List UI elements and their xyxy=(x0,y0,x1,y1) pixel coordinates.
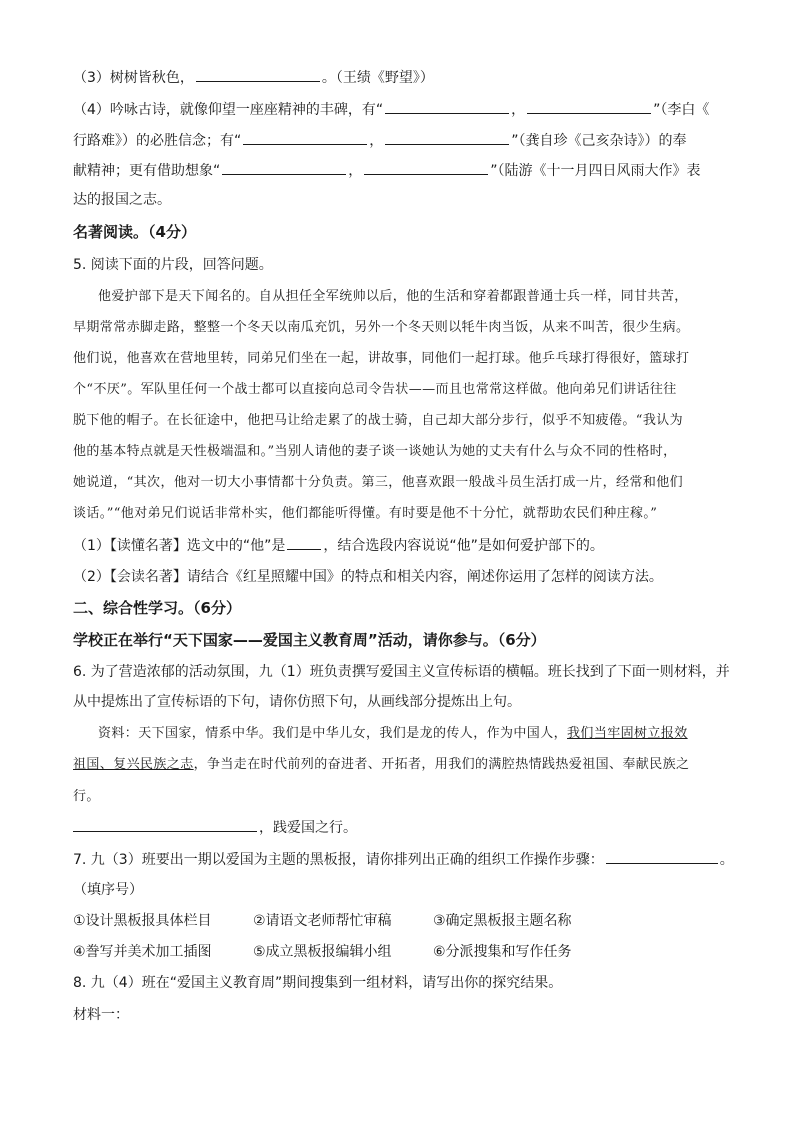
section-heading-mingzhu: 名著阅读。（4分） xyxy=(73,223,196,241)
q4-line3-prefix: 献精神；更有借助想象“ xyxy=(73,163,221,179)
material-one-label: 材料一： xyxy=(73,1007,129,1023)
q5-1-prefix: （1）【读懂名著】选文中的“他”是 xyxy=(73,538,286,554)
q4-line1-prefix: （4）吟咏古诗，就像仰望一座座精神的丰碑，有“ xyxy=(73,102,384,118)
q3-line xyxy=(73,67,434,88)
q3-prefix: （3）树树皆秋色， xyxy=(73,70,194,86)
material-underlined-2: 祖国、复兴民族之志 xyxy=(73,757,194,772)
q8-line: 8. 九（4）班在“爱国主义教育周”期间搜集到一组材料，请写出你的探究结果。 xyxy=(73,975,563,991)
q7-option-5: ⑤成立黑板报编辑小组 xyxy=(253,944,392,960)
material-line-3: 行。 xyxy=(73,789,100,804)
q4-line-1 xyxy=(73,99,709,120)
q4-line1-suffix: ”（李白《 xyxy=(653,102,710,118)
q4-line-2 xyxy=(73,130,687,151)
q7-line-2: （填序号） xyxy=(73,882,143,898)
q7-option-3: ③确定黑板报主题名称 xyxy=(433,913,572,929)
passage-line-7: 她说道，“其次，他对一切大小事情都十分负责。第三，他喜欢跟一般战斗员生活打成一片，经常和他们 xyxy=(73,475,684,490)
passage-line-1: 他爱护部下是天下闻名的。自从担任全军统帅以后，他的生活和穿着都跟普通士兵一样，同甘共苦， xyxy=(98,289,688,304)
q3-suffix: 。（王绩《野望》） xyxy=(321,70,434,86)
q4-line1-sep: ， xyxy=(511,102,526,118)
q5-intro: 5. 阅读下面的片段，回答问题。 xyxy=(73,257,273,273)
q5-1-suffix: ，结合选段内容说说“他”是如何爱护部下的。 xyxy=(323,538,604,554)
q7-line1-suffix: 。 xyxy=(719,852,734,868)
q7-option-4: ④誊写并美术加工插图 xyxy=(73,944,212,960)
q7-answer-blank[interactable] xyxy=(606,849,718,864)
q4-line2-suffix: ”（龚自珍《己亥杂诗》）的奉 xyxy=(511,133,687,149)
q4-line-4: 达的报国之志。 xyxy=(73,192,171,208)
q4-line-3 xyxy=(73,160,701,181)
q7-line1-prefix: 7. 九（3）班要出一期以爱国为主题的黑板报，请你排列出正确的组织工作操作步骤： xyxy=(73,852,604,868)
q5-1-answer-blank[interactable] xyxy=(287,535,321,550)
q6-answer-blank[interactable] xyxy=(73,817,257,832)
material-line2-suffix: ，争当走在时代前列的奋进者、开拓者，用我们的满腔热情践热爱祖国、奉献民族之 xyxy=(193,757,690,772)
material-line-1 xyxy=(98,724,688,744)
q3-answer-blank[interactable] xyxy=(196,67,320,82)
q4-blank-6[interactable] xyxy=(364,160,488,175)
q4-line2-prefix: 行路难》）的必胜信念；有“ xyxy=(73,133,242,149)
q7-option-1: ①设计黑板报具体栏目 xyxy=(73,913,212,929)
q4-line2-sep: ， xyxy=(369,133,384,149)
q7-option-2: ②请语文老师帮忙审稿 xyxy=(253,913,392,929)
passage-line-8: 谈话。”“他对弟兄们说话非常朴实，他们都能听得懂。有时要是他不十分忙，就帮助农民们种庄稼。” xyxy=(73,506,658,521)
passage-line-5: 脱下他的帽子。在长征途中，他把马让给走累了的战士骑，自己却大部分步行，似乎不知疲倦。“我认为 xyxy=(73,413,684,428)
q6-line-2: 从中提炼出了宣传标语的下句，请你仿照下句，从画线部分提炼出上句。 xyxy=(73,694,521,710)
activity-title: 学校正在举行“天下国家——爱国主义教育周”活动，请你参与。（6分） xyxy=(73,631,546,649)
q6-answer-suffix: ，践爱国之行。 xyxy=(259,820,357,836)
q4-blank-5[interactable] xyxy=(222,160,346,175)
q4-blank-3[interactable] xyxy=(243,130,367,145)
q7-option-6: ⑥分派搜集和写作任务 xyxy=(433,944,572,960)
q6-answer-line xyxy=(73,817,357,838)
q7-line-1 xyxy=(73,849,734,870)
q4-blank-4[interactable] xyxy=(385,130,509,145)
material-line1-prefix: 资料：天下国家，情系中华。我们是中华儿女，我们是龙的传人，作为中国人， xyxy=(98,726,568,741)
q6-line-1: 6. 为了营造浓郁的活动氛围，九（1）班负责撰写爱国主义宣传标语的横幅。班长找到了下面一则材料，并 xyxy=(73,664,730,680)
material-underlined-1: 我们当牢固树立报效 xyxy=(567,726,688,741)
q4-blank-1[interactable] xyxy=(385,99,509,114)
passage-line-4: 个“不厌”。军队里任何一个战士都可以直接向总司令告状——而且也常常这样做。他向弟兄们讲话往往 xyxy=(73,382,677,397)
q4-line3-sep: ， xyxy=(348,163,363,179)
material-line-2 xyxy=(73,755,689,775)
q5-1-line xyxy=(73,535,604,556)
section-heading-two: 二、综合性学习。（6分） xyxy=(73,599,241,617)
passage-line-3: 他们说，他喜欢在营地里转，同弟兄们坐在一起，讲故事，同他们一起打球。他乒乓球打得很好，篮球打 xyxy=(73,351,690,366)
q4-blank-2[interactable] xyxy=(527,99,651,114)
passage-line-6: 他的基本特点就是天性极端温和。”当别人请他的妻子谈一谈她认为她的丈夫有什么与众不同的性格时， xyxy=(73,444,677,459)
passage-line-2: 早期常常赤脚走路，整整一个冬天以南瓜充饥，另外一个冬天则以牦牛肉当饭，从来不叫苦，很少生病。 xyxy=(73,320,690,335)
q5-2-line: （2）【会读名著】请结合《红星照耀中国》的特点和相关内容，阐述你运用了怎样的阅读方法。 xyxy=(73,569,663,585)
q4-line3-suffix: ”（陆游《十一月四日风雨大作》表 xyxy=(490,163,701,179)
